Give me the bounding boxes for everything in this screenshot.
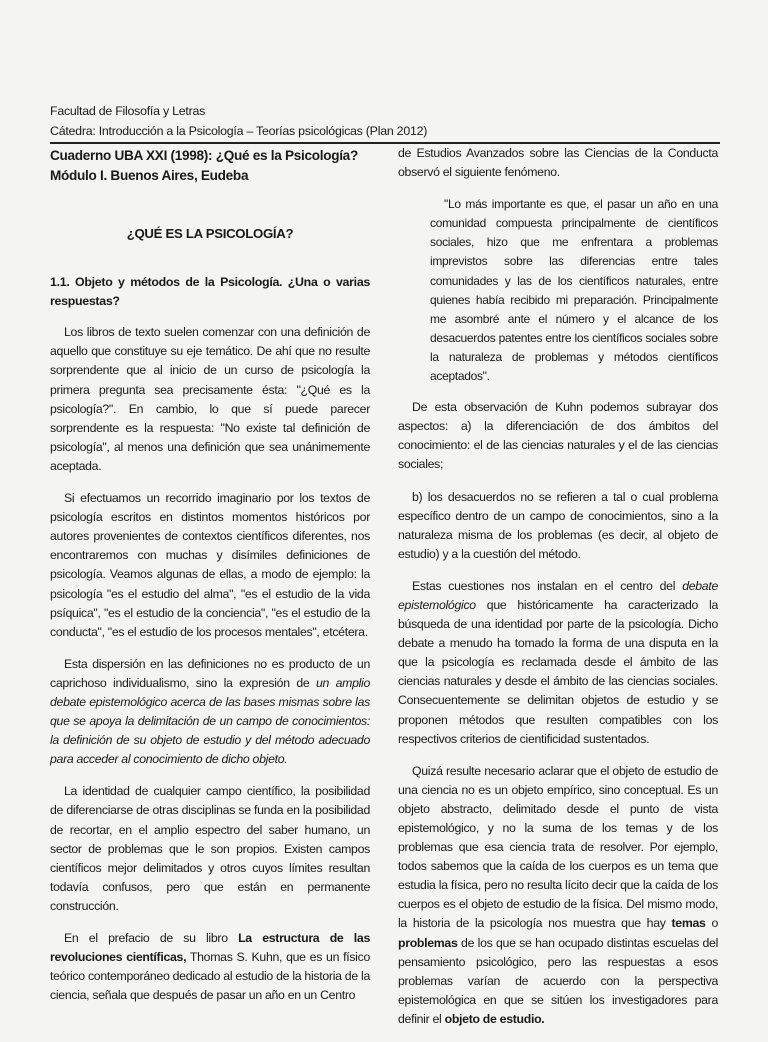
paragraph-text: de los que se han ocupado distintas escuelas del pensamiento psicológico, pero las respuestas a esos problemas varían de acuerdo con la perspectiva epistemológica en que se sitúen los investigadores para definir el	[398, 935, 718, 1026]
right-column	[398, 144, 718, 1042]
paragraph: Los libros de texto suelen comenzar con una definición de aquello que constituye su eje temático. De ahí que no resulte sorprendente que al inicio de un curso de psicología la primera pregunta sea precisamente ésta: "¿Qué es la psicología?". En cambio, lo que sí puede parecer sorprendente es la respuesta: "No existe tal definición de psicología", al menos una definición que sea unánimemente aceptada.	[50, 325, 370, 473]
paragraph	[50, 929, 370, 1005]
paragraph-text: o	[705, 916, 718, 931]
bold-term-temas: temas	[671, 916, 706, 931]
paragraph-text: Thomas S. Kuhn, que es un físico teórico contemporáneo dedicado al estudio de la historia de la ciencia, señala que después de pasar un año en un Centro	[50, 950, 370, 1003]
paragraph-text: Quizá resulte necesario aclarar que el objeto de estudio de una ciencia no es un objeto empírico, sino conceptual. Es un objeto abstracto, delimitado desde el punto de vista epistemológico, y no la suma de los temas y de los problemas que esa ciencia trata de resolver. Por ejemplo, todos sabemos que la caída de los cuerpos es un tema que estudia la física, pero no resulta lícito decir que la caída de los cuerpos es el objeto de estudio de la física. Del mismo modo, la historia de la psicología nos muestra que hay	[398, 763, 718, 931]
document-title: Cuaderno UBA XXI (1998): ¿Qué es la Psicología? Módulo I. Buenos Aires, Eudeba	[50, 148, 358, 183]
paragraph-text: En el prefacio de su libro	[64, 931, 239, 945]
paragraph-continued: de Estudios Avanzados sobre las Ciencias de la Conducta observó el siguiente fenómeno.	[398, 146, 718, 180]
italic-emphasis: un amplio debate epistemológico acerca de las bases mismas sobre las que se apoya la delimitación de un campo de conocimientos: la definición de su objeto de estudio y del método adecuado para acceder al conocimiento de dicho objeto.	[50, 675, 371, 767]
paragraph	[398, 577, 718, 749]
paragraph: b) los desacuerdos no se refieren a tal o cual problema específico dentro de un campo de conocimientos, sino a la naturaleza misma de los problemas (es decir, al objeto de estudio) y a la cuestión del método.	[398, 489, 718, 561]
bold-term-problemas: problemas	[398, 935, 458, 950]
book-title: La estructura de las revoluciones científicas,	[50, 931, 370, 965]
paragraph: La identidad de cualquier campo científico, la posibilidad de diferenciarse de otras disciplinas se funda en la posibilidad de recortar, en el amplio espectro del saber humano, un sector de problemas que le son propios. Existen campos científicos mejor delimitados y otros cuyos límites resultan todavía confusos, pero que están en permanente construcción.	[50, 784, 370, 913]
kuhn-quote: "Lo más importante es que, el pasar un año en una comunidad compuesta principalmente de científicos sociales, hizo que me enfrentara a problemas imprevistos sobre las diferencias entre tales comunidades y las de los científicos naturales, entre quienes había recibido mi preparación. Principalmente me asombré ante el número y el alcance de los desacuerdos patentes entre los científicos sociales sobre la naturaleza de problemas y métodos científicos aceptados".	[430, 197, 718, 384]
paragraph-text: que históricamente ha caracterizado la búsqueda de una identidad por parte de la psicología. Dicho debate a menudo ha tomado la forma de una disputa en la que la psicología es reclamada desde el ámbito de las ciencias naturales y desde el ámbito de las ciencias sociales. Consecuentemente se delimitan objetos de estudio y se proponen métodos que resulten compatibles con los respectivos criterios de cientificidad sustentados.	[398, 597, 718, 746]
bold-term-objeto: objeto de estudio.	[444, 1011, 545, 1026]
faculty-line: Facultad de Filosofía y Letras	[50, 104, 206, 118]
paragraph-text: Estas cuestiones nos instalan en el centro del	[412, 578, 683, 593]
course-line: Cátedra: Introducción a la Psicología – Teorías psicológicas (Plan 2012)	[50, 124, 428, 138]
left-column	[50, 146, 370, 1018]
subsection-title: 1.1. Objeto y métodos de la Psicología. ¿Una o varias respuestas?	[50, 275, 370, 309]
paragraph-text: Esta dispersión en las definiciones no es producto de un caprichoso individualismo, sino la expresión de	[50, 656, 370, 690]
paragraph: De esta observación de Kuhn podemos subrayar dos aspectos: a) la diferenciación de dos ámbitos del conocimiento: el de las ciencias naturales y el de las ciencias sociales;	[398, 400, 718, 472]
paragraph: Si efectuamos un recorrido imaginario por los textos de psicología escritos en distintos momentos históricos por autores provenientes de contextos científicos diferentes, nos encontraremos con muchas y disímiles definiciones de psicología. Veamos algunas de ellas, a modo de ejemplo: la psicología "es el estudio del alma", "es el estudio de la vida psíquica", "es el estudio de la conciencia", "es el estudio de la conducta", "es el estudio de los procesos mentales", etcétera.	[50, 491, 370, 639]
paragraph	[398, 762, 718, 1029]
page-header	[50, 101, 427, 141]
section-title: ¿QUÉ ES LA PSICOLOGÍA?	[126, 226, 294, 241]
italic-emphasis: debate epistemológico	[398, 578, 718, 612]
paragraph	[50, 655, 370, 770]
